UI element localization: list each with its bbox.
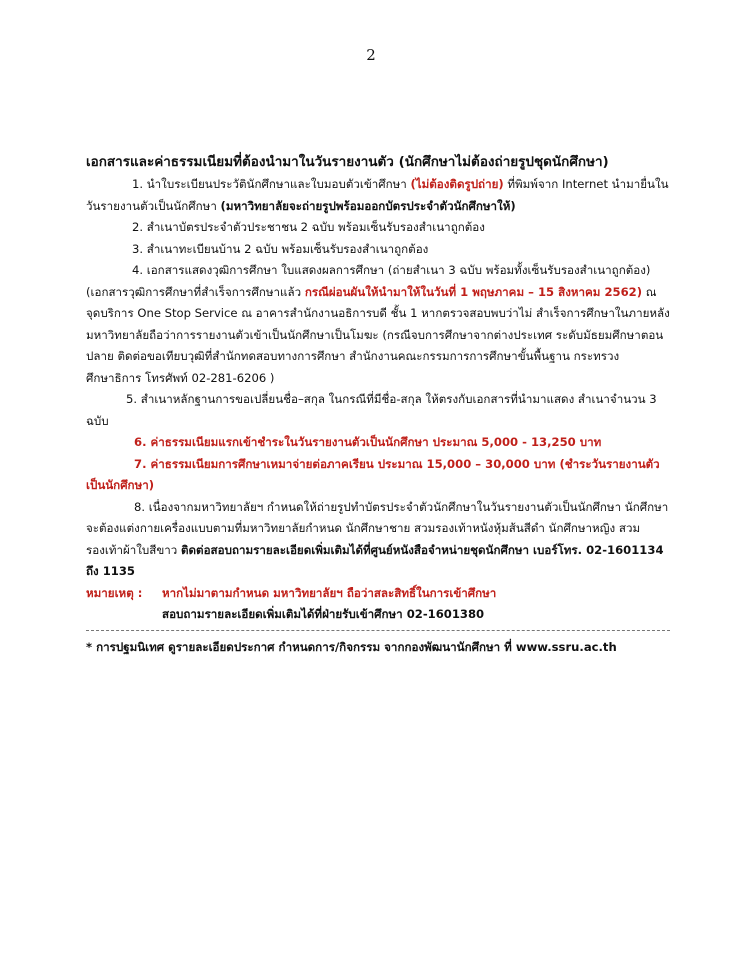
item-1-red-note: (ไม่ต้องติดรูปถ่าย) (410, 177, 504, 191)
footer-note: * การปฐมนิเทศ ดูรายละเอียดประกาศ กำหนดการ/กิจกรรม จากกองพัฒนานักศึกษา ที่ www.ssru.ac.th (86, 639, 617, 654)
item-4: 4. เอกสารแสดงวุฒิการศึกษา ใบแสดงผลการศึกษา (ถ่ายสำเนา 3 ฉบับ พร้อมทั้งเซ็นรับรองสำเนาถูกต้อง) (132, 263, 651, 277)
remark-label: หมายเหตุ : (86, 585, 143, 600)
item-1-bold-note: (มหาวิทยาลัยจะถ่ายรูปพร้อมออกบัตรประจำตัวนักศึกษาให้) (220, 198, 516, 213)
item-4-red-note: กรณีผ่อนผันให้นำมาให้ในวันที่ 1 พฤษภาคม – 15 สิงหาคม 2562) (304, 284, 643, 299)
item-6: 6. ค่าธรรมเนียมแรกเข้าชำระในวันรายงานตัวเป็นนักศึกษา ประมาณ 5,000 - 13,250 บาท (134, 435, 602, 449)
page-number: 2 (366, 46, 376, 64)
item-3: 3. สำเนาทะเบียนบ้าน 2 ฉบับ พร้อมเซ็นรับรองสำเนาถูกต้อง (132, 241, 429, 256)
item-7: 7. ค่าธรรมเนียมการศึกษาเหมาจ่ายต่อภาคเรียน ประมาณ 15,000 – 30,000 บาท (ชำระวันรายงานตัวเป็นนักศึกษา) (86, 456, 660, 492)
item-1-text-a: 1. นำใบระเบียนประวัตินักศึกษาและใบมอบตัวเข้าศึกษา (132, 177, 411, 191)
divider (86, 630, 670, 631)
item-5: 5. สำเนาหลักฐานการขอเปลี่ยนชื่อ–สกุล ในกรณีที่มีชื่อ-สกุล ให้ตรงกับเอกสารที่นำมาแสดง สำเนาจำนวน 3 ฉบับ (86, 392, 657, 428)
item-1-text-b: ที่พิมพ์จาก Internet นำมายื่นในวันรายงานตัวเป็นนักศึกษา (86, 177, 669, 213)
remark-text: หากไม่มาตามกำหนด มหาวิทยาลัยฯ ถือว่าสละสิทธิ์ในการเข้าศึกษา (162, 585, 497, 600)
item-4-text-b: ณ จุดบริการ One Stop Service ณ อาคารสำนักงานอธิการบดี ชั้น 1 หากตรวจสอบพบว่าไม่ สำเร็จการศึกษาในภายหลัง มหาวิทยาลัยถือว่าการรายงานตัวเข้าเป็นนักศึกษาเป็นโมฆะ (กรณีจบการศึกษาจากต่างประเทศ ระดับมัธยมศึกษาตอนปลาย ติดต่อขอเทียบวุฒิที่สำนักทดสอบทางการศึกษา สำนักงานคณะกรรมการการศึกษาขั้นพื้นฐาน กระทรวงศึกษาธิการ โทรศัพท์ 02-281-6206 ) (86, 284, 670, 385)
document-body (86, 150, 670, 658)
item-8 (86, 497, 670, 583)
item-4-details (86, 282, 670, 390)
item-2: 2. สำเนาบัตรประจำตัวประชาชน 2 ฉบับ พร้อมเซ็นรับรองสำเนาถูกต้อง (132, 220, 485, 234)
item-4-text-a: (เอกสารวุฒิการศึกษาที่สำเร็จการศึกษาแล้ว (86, 284, 305, 299)
section-heading: เอกสารและค่าธรรมเนียมที่ต้องนำมาในวันรายงานตัว (นักศึกษาไม่ต้องถ่ายรูปชุดนักศึกษา) (86, 154, 609, 170)
remark-contact: สอบถามรายละเอียดเพิ่มเติมได้ที่ฝ่ายรับเข้าศึกษา 02-1601380 (162, 607, 485, 621)
item-8-text: 8. เนื่องจากมหาวิทยาลัยฯ กำหนดให้ถ่ายรูปทำบัตรประจำตัวนักศึกษาในวันรายงานตัวเป็นนักศึกษา นักศึกษาจะต้องแต่งกายเครื่องแบบตามที่มหาวิทยาลัยกำหนด นักศึกษาชาย สวมรองเท้าหนังหุ้มส้นสีดำ นักศึกษาหญิง สวมรองเท้าผ้าใบสีขาว (86, 499, 669, 557)
item-1 (86, 174, 670, 217)
remark (86, 583, 670, 605)
item-8-bold-contact: ติดต่อสอบถามรายละเอียดเพิ่มเติมได้ที่ศูนย์หนังสือจำหน่ายชุดนักศึกษา เบอร์โทร. 02-1601134 ถึง 1135 (86, 542, 664, 578)
